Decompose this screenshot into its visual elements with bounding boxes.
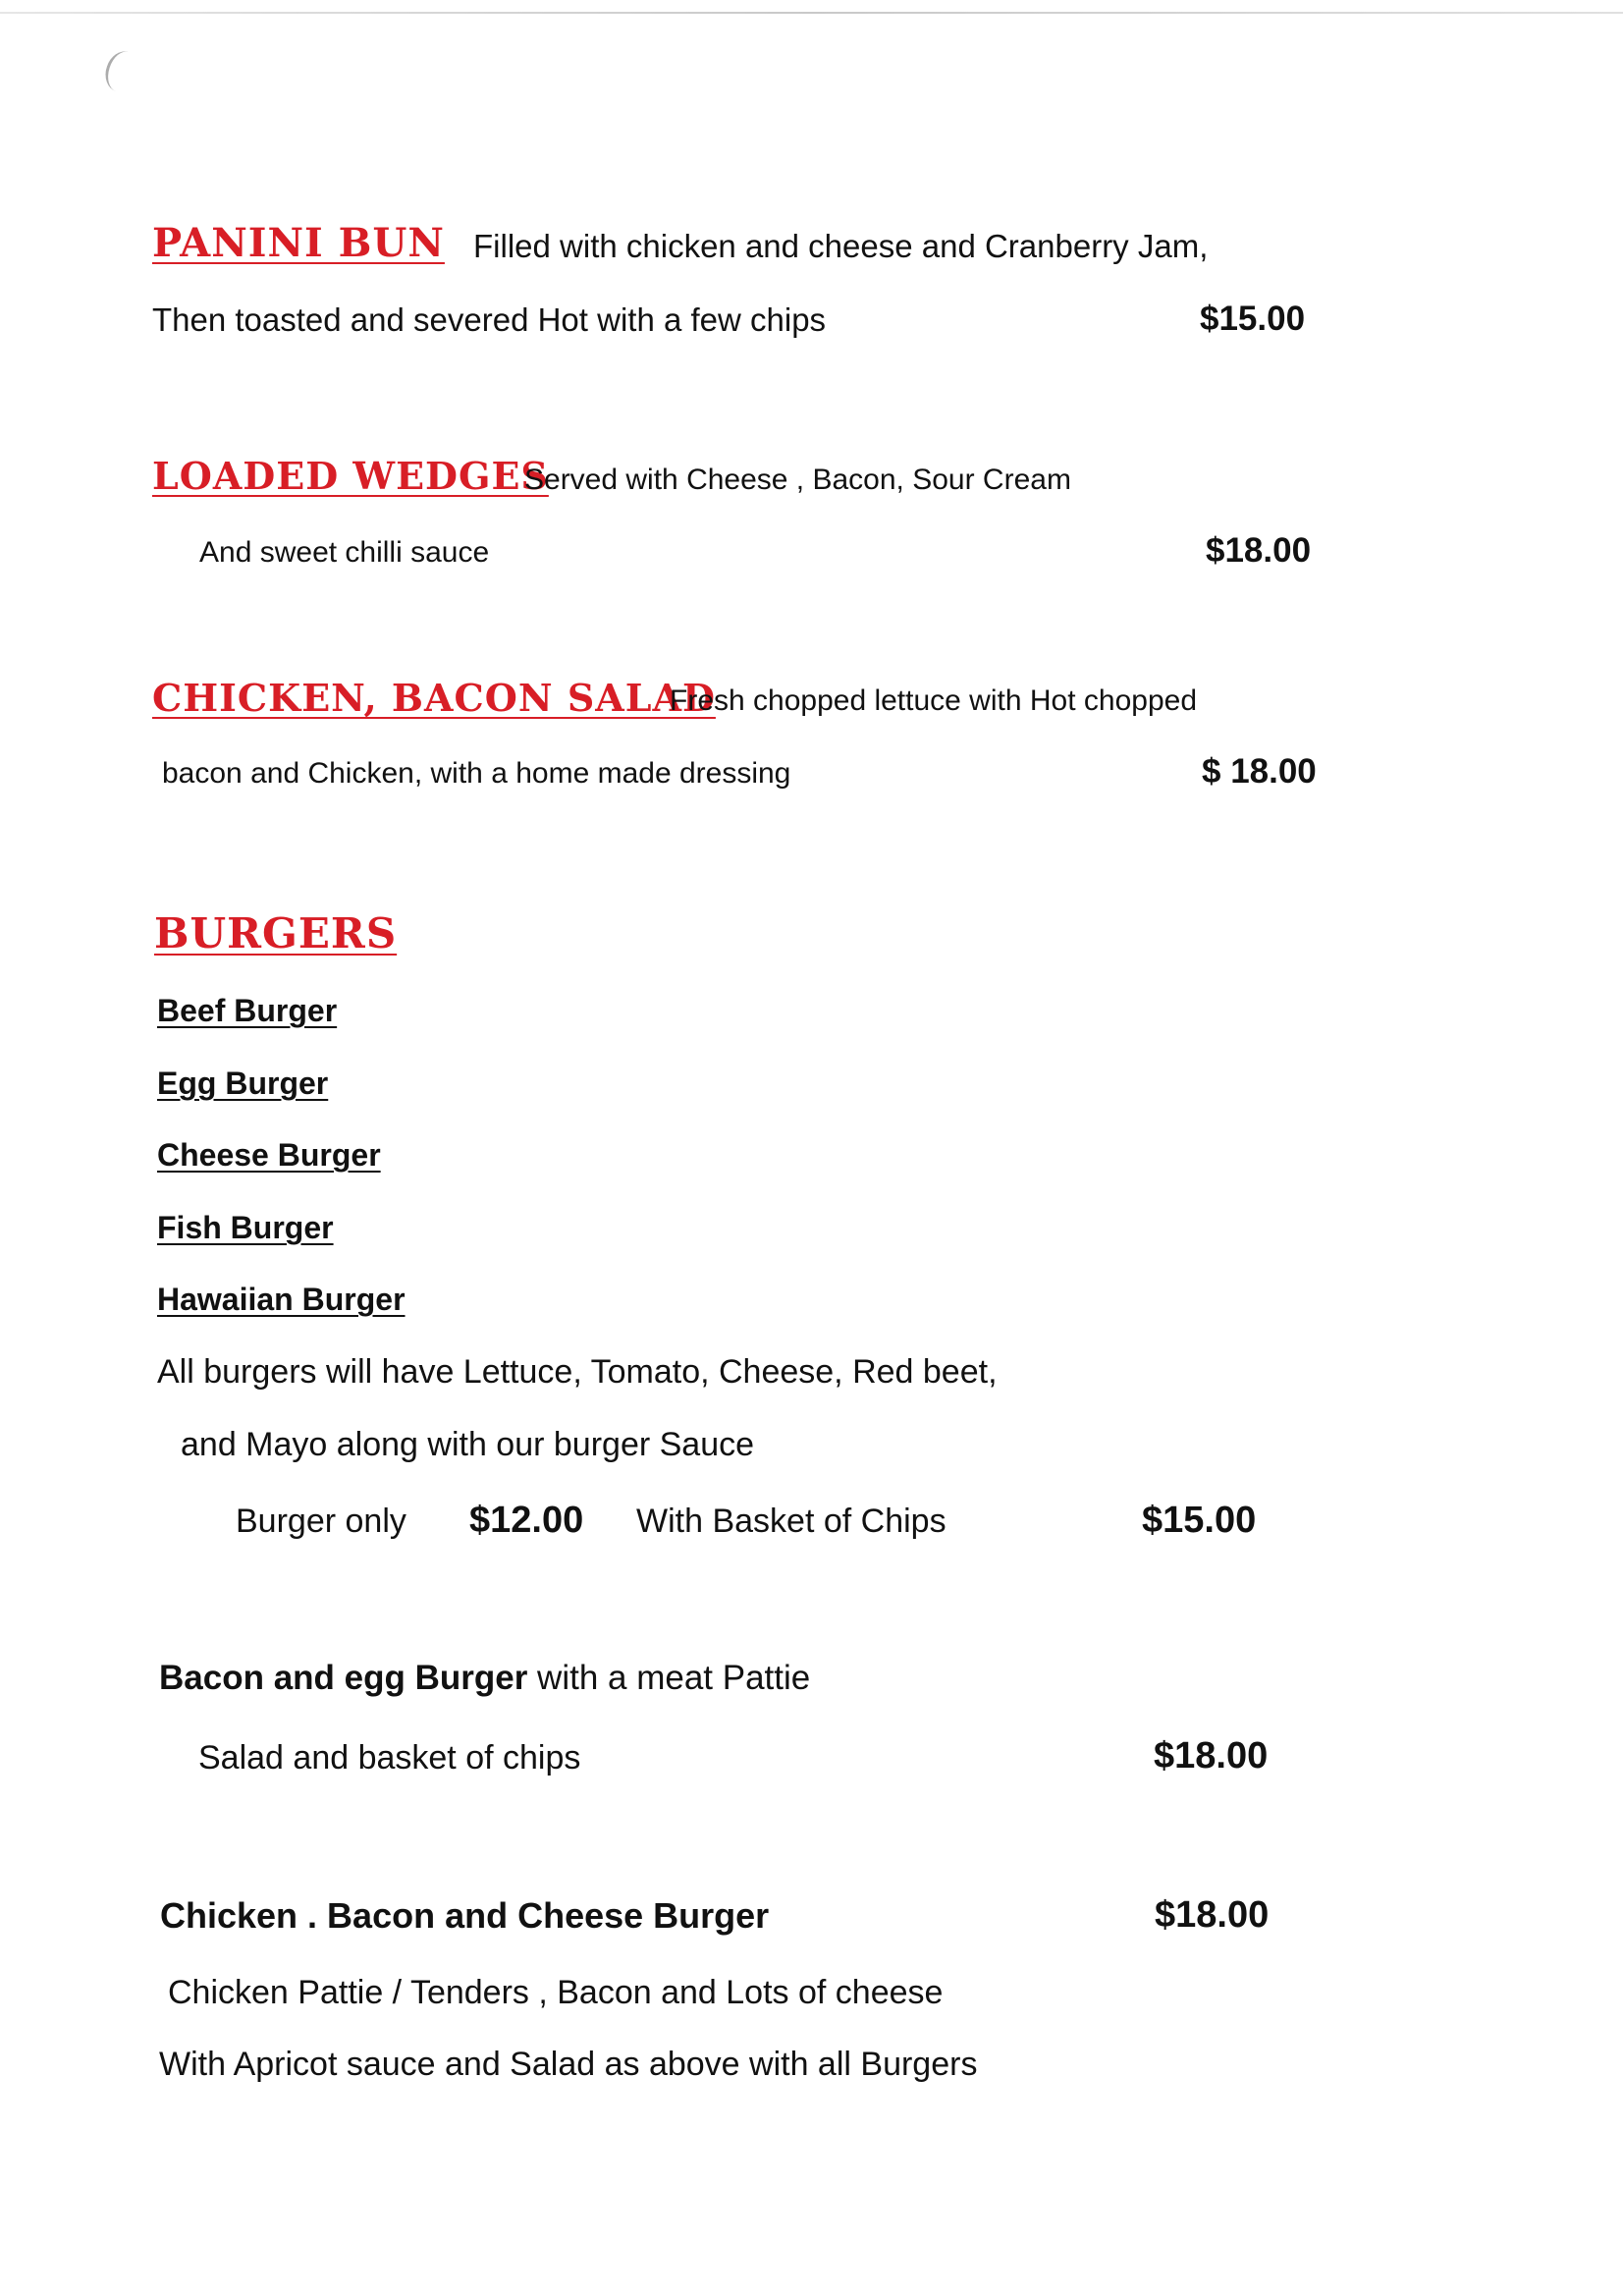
scan-edge-line [0,12,1623,14]
burger-chips-label: With Basket of Chips [636,1503,947,1540]
item-title-rest: with a meat Pattie [527,1659,811,1697]
burger-hawaiian: Hawaiian Burger [157,1282,406,1317]
burger-fish: Fish Burger [157,1210,334,1245]
item-title: Bacon and egg Burger [159,1659,528,1697]
burger-beef: Beef Burger [157,993,338,1028]
item-description-cont: With Apricot sauce and Salad as above with all Burgers [159,2046,978,2083]
item-description: Fresh chopped lettuce with Hot chopped [670,684,1197,717]
item-heading: PANINI BUN [152,220,445,266]
item-price: $18.00 [1154,1735,1269,1777]
item-description: Salad and basket of chips [198,1739,581,1777]
item-price: $15.00 [1200,300,1306,338]
burger-only-price: $12.00 [469,1500,584,1541]
item-price: $ 18.00 [1202,752,1317,791]
pen-mark [100,47,143,96]
item-heading-line [159,1659,810,1698]
burger-egg: Egg Burger [157,1066,329,1101]
item-description-cont: bacon and Chicken, with a home made dressing [162,757,791,790]
item-description: Filled with chicken and cheese and Cranberry Jam, [473,228,1209,264]
item-description: Chicken Pattie / Tenders , Bacon and Lots of cheese [168,1974,944,2011]
burger-cheese: Cheese Burger [157,1137,381,1173]
burger-chips-price: $15.00 [1142,1500,1257,1541]
item-heading: LOADED WEDGES [152,454,549,498]
item-description-cont: Then toasted and severed Hot with a few chips [152,301,827,338]
burger-only-label: Burger only [236,1503,406,1540]
item-price: $18.00 [1206,531,1312,570]
item-description-cont: And sweet chilli sauce [199,536,490,569]
item-description: Served with Cheese , Bacon, Sour Cream [524,464,1071,496]
burgers-note: All burgers will have Lettuce, Tomato, Cheese, Red beet, [157,1353,998,1391]
item-heading: CHICKEN, BACON SALAD [152,676,716,720]
item-heading: Chicken . Bacon and Cheese Burger [160,1895,770,1936]
item-price: $18.00 [1155,1894,1270,1936]
burgers-note-cont: and Mayo along with our burger Sauce [181,1426,755,1463]
section-heading: BURGERS [154,909,398,957]
